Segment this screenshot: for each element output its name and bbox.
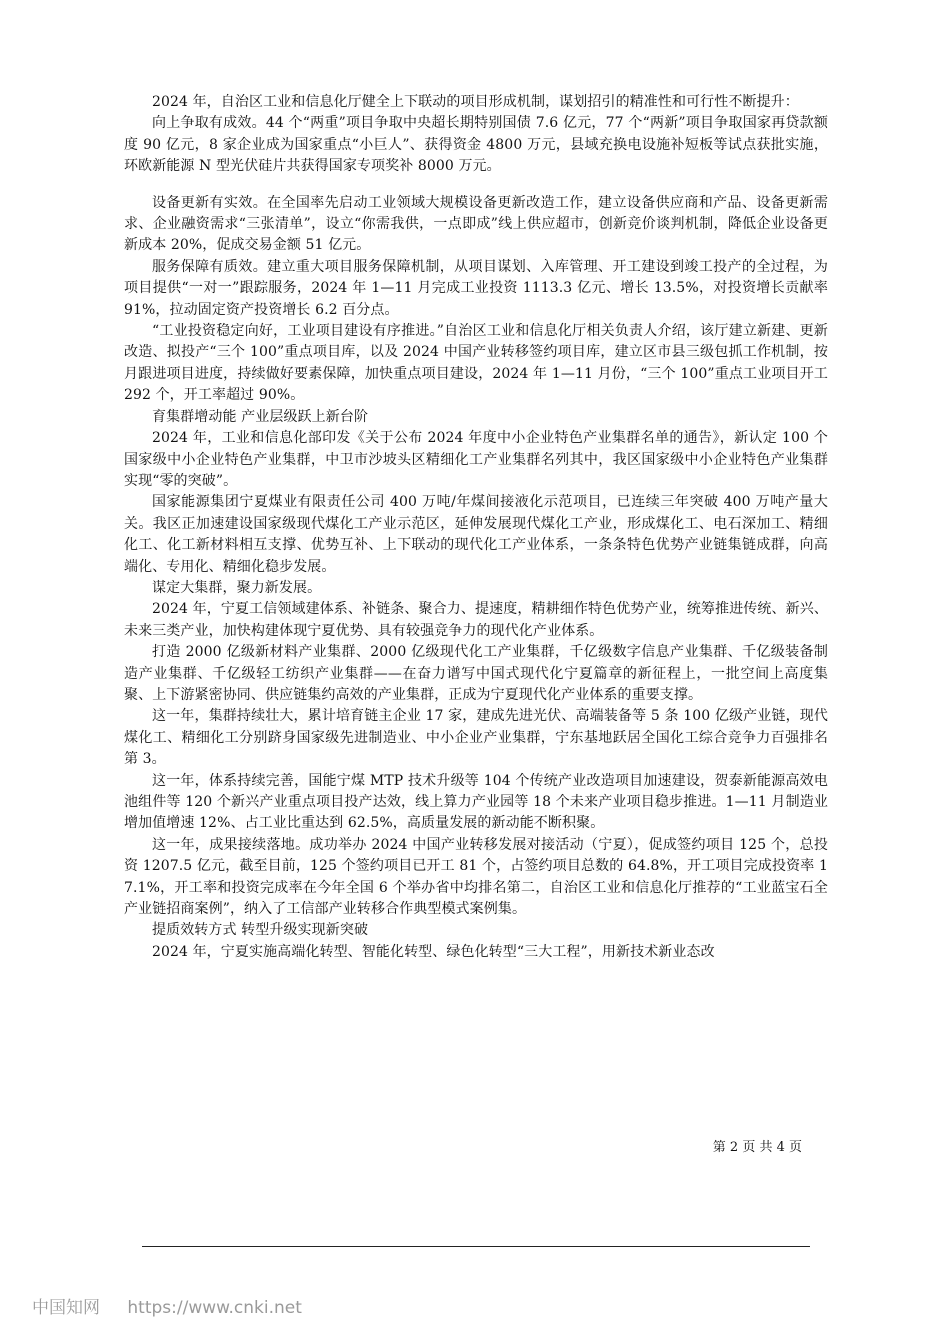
section-heading: 提质效转方式 转型升级实现新突破 [152,922,369,939]
cnki-watermark [32,1293,302,1318]
section-heading: 育集群增动能 产业层级跃上新台阶 [152,408,369,425]
paragraph: 服务保障有质效。建立重大项目服务保障机制，从项目谋划、入库管理、开工建设到竣工投产的全过程，为项目提供“一对一”跟踪服务，2024 年 1—11 月完成工业投资 1113.3 亿元、增长 13.5%，对投资增长贡献率 91%，拉动固定资产投资增长 6.2 百分点。 [124,258,828,318]
paragraph: 2024 年，宁夏工信领域建体系、补链条、聚合力、提速度，精耕细作特色优势产业，统筹推进传统、新兴、未来三类产业，加快构建体现宁夏优势、具有较强竞争力的现代化产业体系。 [124,601,828,639]
paragraph: 打造 2000 亿级新材料产业集群、2000 亿级现代化工产业集群，千亿级数字信息产业集群、千亿级装备制造产业集群、千亿级轻工纺织产业集群——在奋力谱写中国式现代化宁夏篇章的新征程上，一批空间上高度集聚、上下游紧密协同、供应链集约高效的产业集群，正成为宁夏现代化产业体系的重要支撑。 [124,644,828,703]
paragraph: 2024 年，自治区工业和信息化厅健全上下联动的项目形成机制，谋划招引的精准性和可行性不断提升： [152,94,799,110]
paragraph: 向上争取有成效。44 个“两重”项目争取中央超长期特别国债 7.6 亿元，77 个“两新”项目争取国家再贷款额度 90 亿元，8 家企业成为国家重点“小巨人”、获得资金 4800 万元，县域充换电设施补短板等试点获批实施，环欧新能源 N 型光伏硅片共获得国家专项奖补 8000 万元。 [124,115,828,175]
paragraph: 这一年，体系持续完善，国能宁煤 MTP 技术升级等 104 个传统产业改造项目加速建设，贺泰新能源高效电池组件等 120 个新兴产业重点项目投产达效，线上算力产业园等 18 个未来产业项目稳步推进。1—11 月制造业增加值增速 12%、占工业比重达到 62.5%，高质量发展的新动能不断积聚。 [124,772,828,832]
article-body [124,92,828,963]
paragraph: “工业投资稳定向好，工业项目建设有序推进。”自治区工业和信息化厅相关负责人介绍，该厅建立新建、更新改造、拟投产“三个 100”重点项目库，以及 2024 中国产业转移签约项目库，建立区市县三级包抓工作机制，按月跟进项目进度，持续做好要素保障，加快重点项目建设，2024 年 1—11 月份，“三个 100”重点工业项目开工 292 个，开工率超过 90%。 [124,323,828,404]
watermark-name: 中国知网 [32,1298,100,1318]
paragraph: 谋定大集群，聚力新发展。 [152,579,322,596]
watermark-url: https://www.cnki.net [127,1298,302,1318]
paragraph: 2024 年，工业和信息化部印发《关于公布 2024 年度中小企业特色产业集群名单的通告》，新认定 100 个国家级中小企业特色产业集群，中卫市沙坡头区精细化工产业集群名列其中，我区国家级中小企业特色产业集群实现“零的突破”。 [124,430,828,489]
paragraph: 这一年，集群持续壮大，累计培育链主企业 17 家，建成先进光伏、高端装备等 5 条 100 亿级产业链，现代煤化工、精细化工分别跻身国家级先进制造业、中小企业产业集群，宁东基地跃居全国化工综合竞争力百强排名第 3。 [124,708,828,768]
page-number: 第 2 页 共 4 页 [712,1140,802,1155]
paragraph: 设备更新有实效。在全国率先启动工业领域大规模设备更新改造工作，建立设备供应商和产品、设备更新需求、企业融资需求“三张清单”，设立“你需我供，一点即成”线上供应超市，创新竞价谈判机制，降低企业设备更新成本 20%，促成交易金额 51 亿元。 [124,194,828,254]
paragraph: 这一年，成果接续落地。成功举办 2024 中国产业转移发展对接活动（宁夏），促成签约项目 125 个，总投资 1207.5 亿元，截至目前，125 个签约项目已开工 81 个，占签约项目总数的 64.8%，开工项目完成投资率 17.1%，开工率和投资完成率在今年全国 6 个举办省中均排名第二，自治区工业和信息化厅推荐的“工业蓝宝石全产业链招商案例”，纳入了工信部产业转移合作典型模式案例集。 [124,836,828,918]
footer-divider [142,1246,810,1247]
paragraph: 国家能源集团宁夏煤业有限责任公司 400 万吨/年煤间接液化示范项目，已连续三年突破 400 万吨产量大关。我区正加速建设国家级现代煤化工产业示范区，延伸发展现代煤化工产业，形成煤化工、电石深加工、精细化工、化工新材料相互支撑、优势互补、上下联动的现代化工产业体系，一条条特色优势产业链集链成群，向高端化、专用化、精细化稳步发展。 [124,494,828,575]
paragraph: 2024 年，宁夏实施高端化转型、智能化转型、绿色化转型“三大工程”，用新技术新业态改 [152,943,715,960]
